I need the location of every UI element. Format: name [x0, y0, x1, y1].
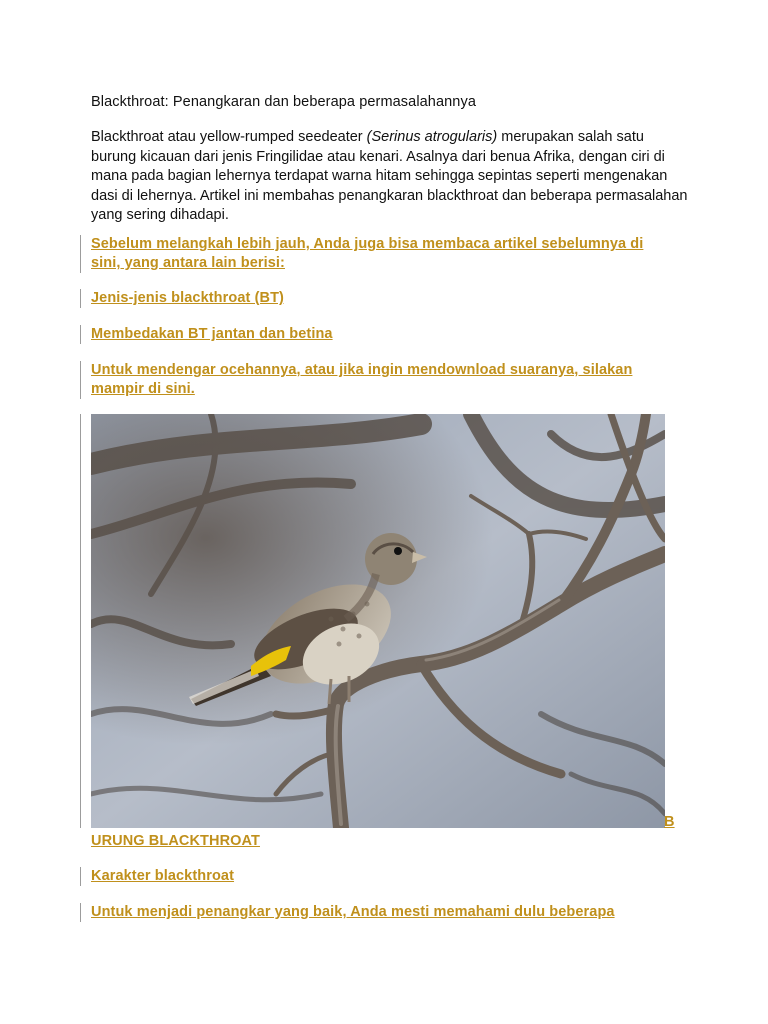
photo-caption[interactable]: URUNG BLACKTHROAT	[91, 833, 260, 849]
link-previous-line2[interactable]: sini, yang antara lain berisi:	[91, 255, 285, 271]
intro-paragraph	[91, 128, 691, 226]
link-previous-line1[interactable]: Sebelum melangkah lebih jauh, Anda juga bisa membaca artikel sebelumnya di	[91, 236, 644, 252]
article-title: Blackthroat: Penangkaran dan beberapa permasalahannya	[91, 94, 476, 110]
link-previous-article[interactable]	[91, 235, 643, 254]
link-ocehan-line2[interactable]: mampir di sini.	[91, 381, 195, 397]
link-block-jenis	[80, 289, 284, 308]
link-karakter-blackthroat[interactable]: Karakter blackthroat	[91, 868, 235, 884]
link-penangkar[interactable]: Untuk menjadi penangkar yang baik, Anda mesti memahami dulu beberapa	[91, 904, 615, 920]
intro-text-end: merupakan salah satu burung kicauan dari jenis Fringilidae atau kenari. Asalnya dari benua Afrika, dengan ciri di mana pada bagian lehernya terdapat warna hitam sehingga sepintas seperti mengenakan dasi di lehernya. Artikel ini membahas penangkaran blackthroat dan beberapa permasalahan yang sering dihadapi.	[91, 129, 688, 223]
intro-text-start: Blackthroat atau yellow-rumped seedeater	[91, 129, 367, 145]
link-block-previous	[80, 235, 643, 273]
link-membedakan-bt[interactable]: Membedakan BT jantan dan betina	[91, 326, 333, 342]
photo-container	[80, 414, 665, 828]
bird-photo[interactable]	[91, 414, 665, 828]
link-previous-article-cont[interactable]	[91, 254, 643, 273]
photo-caption-first-letter[interactable]: B	[664, 814, 675, 830]
link-block-penangkar	[80, 903, 615, 922]
link-block-membedakan	[80, 325, 333, 344]
link-block-ocehan	[80, 361, 632, 399]
link-block-karakter	[80, 867, 234, 886]
link-ocehan-line1[interactable]: Untuk mendengar ocehannya, atau jika ingin mendownload suaranya, silakan	[91, 362, 633, 378]
scientific-name: (Serinus atrogularis)	[366, 129, 498, 145]
link-jenis-blackthroat[interactable]: Jenis-jenis blackthroat (BT)	[91, 290, 284, 306]
